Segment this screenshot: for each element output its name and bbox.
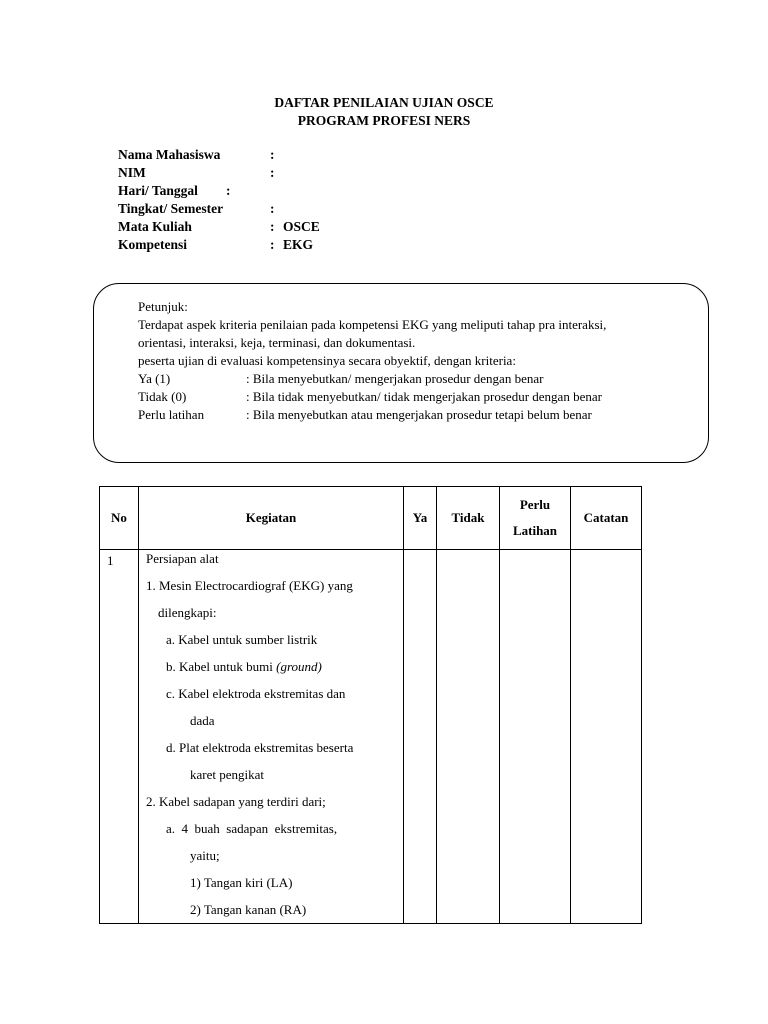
kegiatan-line: a. 4 buah sadapan ekstremitas, xyxy=(166,821,338,836)
table-row xyxy=(100,550,642,924)
info-colon: : xyxy=(270,165,275,180)
row-number: 1 xyxy=(100,550,139,924)
kegiatan-line: a. Kabel untuk sumber listrik xyxy=(166,632,318,647)
kegiatan-line: 1. Mesin Electrocardiograf (EKG) yang xyxy=(146,578,353,593)
info-label: NIM xyxy=(118,165,146,180)
kegiatan-line: 2. Kabel sadapan yang terdiri dari; xyxy=(146,794,326,809)
kegiatan-line: 1) Tangan kiri (LA) xyxy=(190,875,293,890)
document-title: DAFTAR PENILAIAN UJIAN OSCE xyxy=(274,95,494,110)
kegiatan-line: dilengkapi: xyxy=(158,605,217,620)
header-catatan: Catatan xyxy=(571,487,642,550)
info-value: EKG xyxy=(283,237,314,252)
info-colon: : xyxy=(270,219,275,234)
info-label: Kompetensi xyxy=(118,237,187,252)
tidak-cell[interactable] xyxy=(437,550,500,924)
info-colon: : xyxy=(270,201,275,216)
info-label: Nama Mahasiswa xyxy=(118,147,221,162)
instructions-line: Terdapat aspek kriteria penilaian pada kompetensi EKG yang meliputi tahap pra interaksi, xyxy=(138,317,607,332)
document-subtitle: PROGRAM PROFESI NERS xyxy=(297,113,471,128)
criteria-key: Perlu latihan xyxy=(138,407,205,422)
kegiatan-text: b. Kabel untuk bumi xyxy=(166,659,273,674)
header-ya: Ya xyxy=(404,487,437,550)
header-kegiatan: Kegiatan xyxy=(139,487,404,550)
info-value: OSCE xyxy=(283,219,320,234)
perlu-latihan-cell[interactable] xyxy=(500,550,571,924)
instructions-box xyxy=(93,283,709,463)
ya-cell[interactable] xyxy=(404,550,437,924)
kegiatan-line: dada xyxy=(190,713,215,728)
header-perlu-line2: Latihan xyxy=(512,523,558,538)
header-perlu-line1: Perlu xyxy=(519,497,551,512)
criteria-perlu-latihan xyxy=(138,406,606,424)
criteria-ya xyxy=(138,370,606,388)
kegiatan-line: karet pengikat xyxy=(190,767,264,782)
assessment-table xyxy=(99,486,642,924)
kegiatan-line xyxy=(146,653,396,680)
header-perlu-latihan xyxy=(500,487,571,550)
kegiatan-line: 2) Tangan kanan (RA) xyxy=(190,902,307,917)
header-tidak: Tidak xyxy=(437,487,500,550)
info-colon: : xyxy=(270,237,275,252)
instructions-heading: Petunjuk: xyxy=(138,299,188,314)
instructions-line: orientasi, interaksi, keja, terminasi, dan dokumentasi. xyxy=(138,335,416,350)
criteria-desc: : Bila menyebutkan/ mengerjakan prosedur dengan benar xyxy=(246,371,544,386)
catatan-cell[interactable] xyxy=(571,550,642,924)
info-label: Tingkat/ Semester xyxy=(118,201,224,216)
kegiatan-line: Persiapan alat xyxy=(146,551,219,566)
criteria-tidak xyxy=(138,388,606,406)
kegiatan-cell xyxy=(139,550,404,924)
instructions-line: peserta ujian di evaluasi kompetensinya secara obyektif, dengan kriteria: xyxy=(138,353,516,368)
info-colon: : xyxy=(226,183,231,198)
table-header-row xyxy=(100,487,642,550)
header-no: No xyxy=(100,487,139,550)
info-label: Hari/ Tanggal xyxy=(118,183,198,198)
kegiatan-italic: (ground) xyxy=(276,659,322,674)
criteria-desc: : Bila tidak menyebutkan/ tidak mengerjakan prosedur dengan benar xyxy=(246,389,602,404)
criteria-key: Tidak (0) xyxy=(138,389,187,404)
kegiatan-line: yaitu; xyxy=(190,848,220,863)
criteria-key: Ya (1) xyxy=(138,371,171,386)
criteria-desc: : Bila menyebutkan atau mengerjakan prosedur tetapi belum benar xyxy=(246,407,592,422)
info-colon: : xyxy=(270,147,275,162)
info-label: Mata Kuliah xyxy=(118,219,192,234)
kegiatan-line: c. Kabel elektroda ekstremitas dan xyxy=(166,686,346,701)
kegiatan-line: d. Plat elektroda ekstremitas beserta xyxy=(166,740,354,755)
